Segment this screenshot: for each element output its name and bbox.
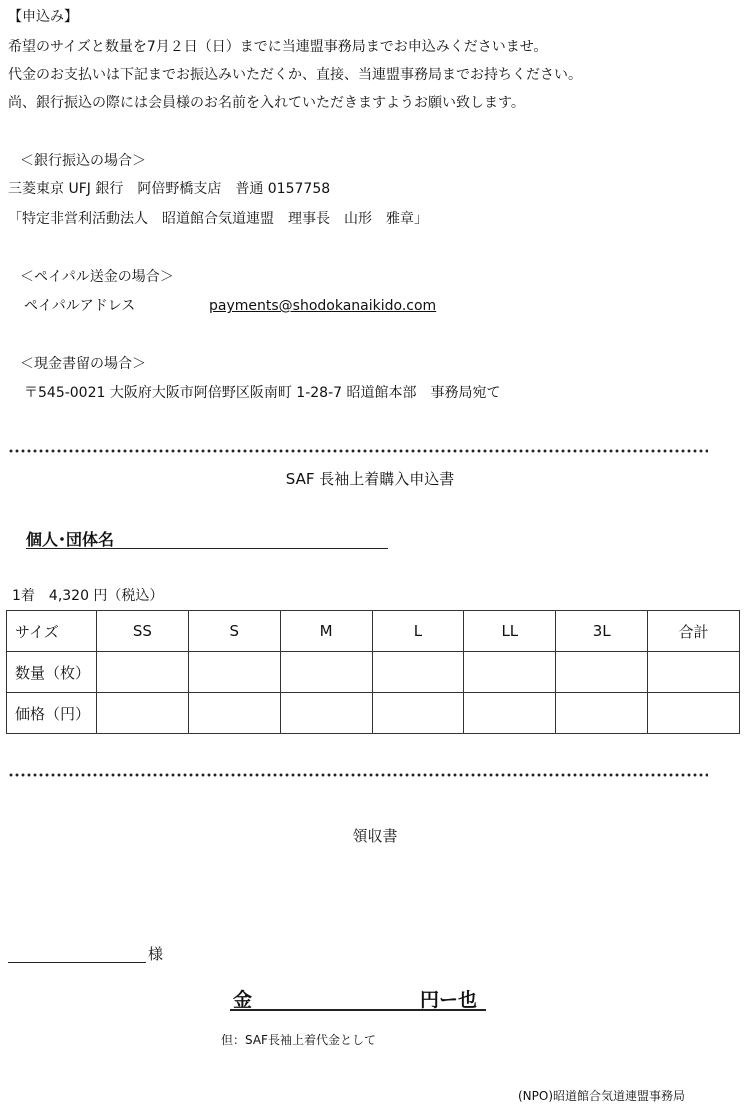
receipt-title: 領収書 (352, 827, 398, 845)
notice-line: 希望のサイズと数量を7月２日（日）までに当連盟事務局までお申込みくださいませ。 (8, 39, 548, 55)
price-cell[interactable] (188, 693, 280, 734)
table-header-cell: S (188, 611, 280, 652)
recipient-field-line[interactable] (8, 962, 146, 963)
price-note: 1着 4,320 円（税込） (12, 588, 164, 604)
table-header-cell: L (372, 611, 464, 652)
quantity-cell[interactable] (464, 652, 556, 693)
row-label-price: 価格（円） (7, 693, 97, 734)
table-header-cell: 合計 (648, 611, 740, 652)
quantity-cell[interactable] (372, 652, 464, 693)
cut-line-divider (8, 449, 708, 453)
notice-line: 代金のお支払いは下記までお振込みいただくか、直接、当連盟事務局までお持ちください。 (8, 67, 582, 83)
price-cell[interactable] (648, 693, 740, 734)
table-header-row (7, 611, 740, 652)
bank-account: 三菱東京 UFJ 銀行 阿倍野橋支店 普通 0157758 (8, 181, 331, 197)
quantity-cell[interactable] (280, 652, 372, 693)
honorific-label: 様 (148, 945, 164, 963)
paypal-heading: ＜ペイパル送金の場合＞ (20, 269, 174, 285)
amount-field-line[interactable] (230, 1009, 486, 1011)
price-cell[interactable] (97, 693, 189, 734)
paypal-label: ペイパルアドレス (24, 298, 136, 314)
amount-prefix: 金 (233, 989, 253, 1011)
notice-line: 尚、銀行振込の際には会員様のお名前を入れていただきますようお願い致します。 (8, 95, 525, 111)
table-header-cell: M (280, 611, 372, 652)
quantity-cell[interactable] (188, 652, 280, 693)
quantity-cell[interactable] (97, 652, 189, 693)
order-table (6, 610, 740, 734)
quantity-cell[interactable] (556, 652, 648, 693)
form-title: SAF 長袖上着購入申込書 (285, 470, 455, 488)
issuer-label: (NPO)昭道館合気道連盟事務局 (518, 1089, 686, 1103)
bank-heading: ＜銀行振込の場合＞ (20, 153, 146, 169)
table-header-cell: SS (97, 611, 189, 652)
price-cell[interactable] (464, 693, 556, 734)
notice-heading: 【申込み】 (8, 9, 78, 25)
cut-line-divider (8, 773, 708, 777)
cash-heading: ＜現金書留の場合＞ (20, 356, 146, 372)
table-row (7, 693, 740, 734)
table-header-cell: 3L (556, 611, 648, 652)
price-cell[interactable] (372, 693, 464, 734)
quantity-cell[interactable] (648, 652, 740, 693)
receipt-note: 但：SAF長袖上着代金として (221, 1033, 376, 1047)
table-row (7, 652, 740, 693)
paypal-address-link[interactable]: payments@shodokanaikido.com (209, 298, 437, 314)
table-header-cell: LL (464, 611, 556, 652)
amount-suffix: 円ー也 (420, 989, 478, 1011)
price-cell[interactable] (556, 693, 648, 734)
name-field-line[interactable] (26, 548, 388, 549)
table-header-cell: サイズ (7, 611, 97, 652)
row-label-quantity: 数量（枚） (7, 652, 97, 693)
cash-address: 〒545-0021 大阪府大阪市阿倍野区阪南町 1-28-7 昭道館本部 事務局宛て (24, 385, 501, 401)
price-cell[interactable] (280, 693, 372, 734)
bank-holder: 「特定非営利活動法人 昭道館合気道連盟 理事長 山形 雅章」 (8, 211, 428, 227)
name-label: 個人･団体名 (26, 530, 115, 549)
